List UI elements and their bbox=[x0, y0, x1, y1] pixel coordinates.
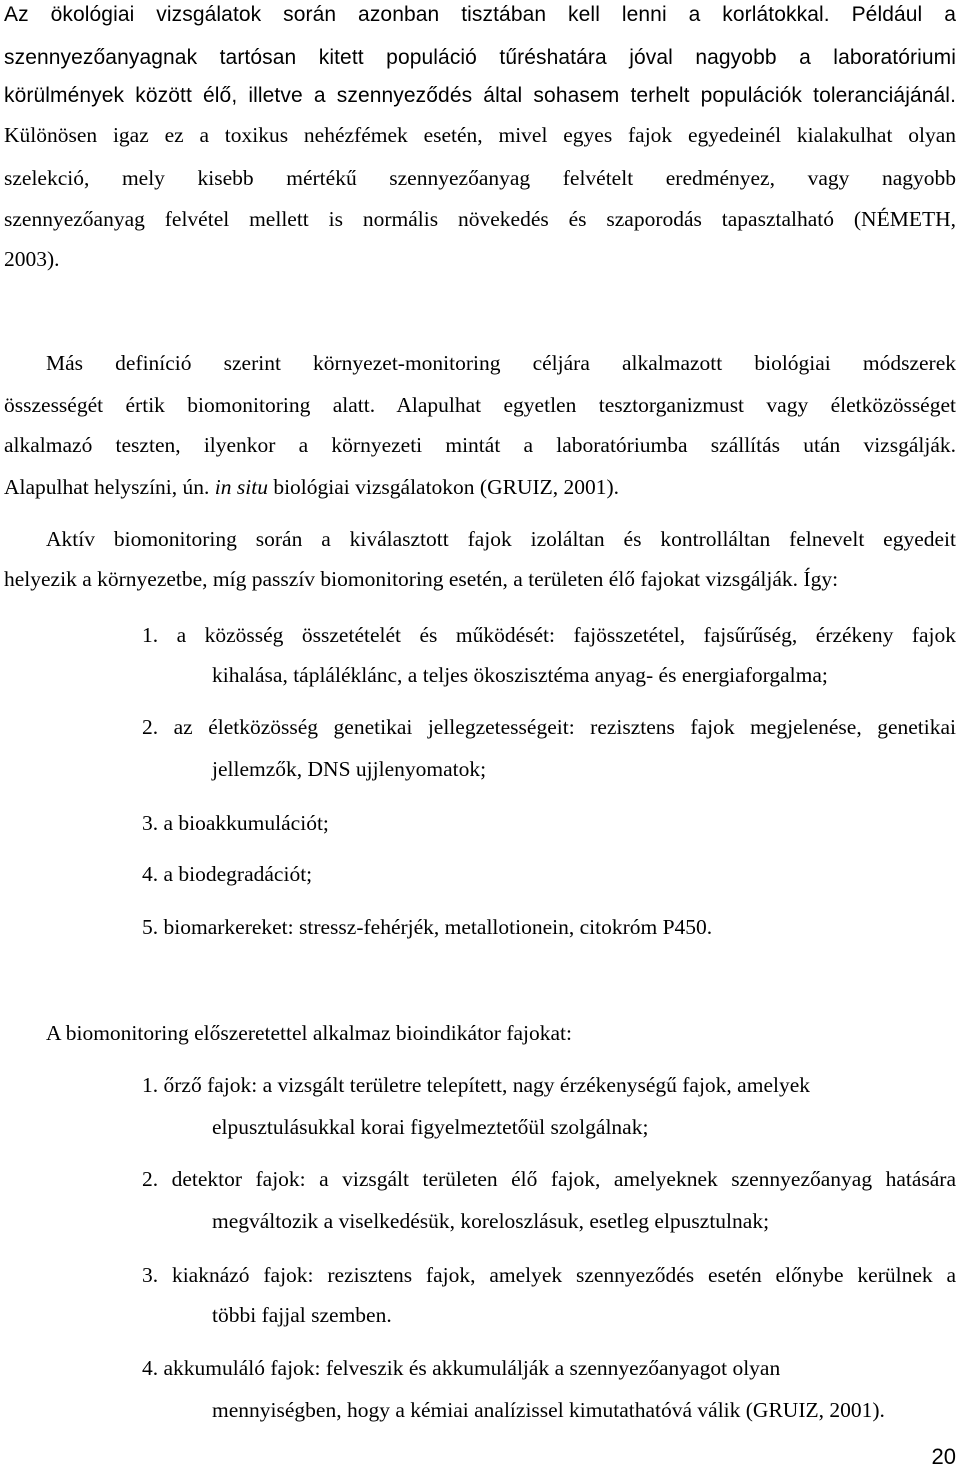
text-line: összességét értik biomonitoring alatt. Alapulhat egyetlen tesztorganizmust vagy életközösséget bbox=[4, 393, 956, 417]
list-item-continuation: kihalása, tápláléklánc, a teljes ökoszisztéma anyag- és energiaforgalma; bbox=[212, 663, 828, 687]
list-item: 2. az életközösség genetikai jellegzetességeit: rezisztens fajok megjelenése, genetikai bbox=[142, 715, 956, 739]
text-line: A biomonitoring előszeretettel alkalmaz bioindikátor fajokat: bbox=[46, 1021, 572, 1045]
page-number: 20 bbox=[931, 1444, 956, 1469]
text-line bbox=[4, 474, 956, 500]
list-item: 4. akkumuláló fajok: felveszik és akkumulálják a szennyezőanyagot olyan bbox=[142, 1356, 781, 1380]
text-line: helyezik a környezetbe, míg passzív biomonitoring esetén, a területen élő fajokat vizsgálják. Így: bbox=[4, 567, 839, 591]
list-item-continuation: mennyiségben, hogy a kémiai analízissel kimutathatóvá válik (GRUIZ, 2001). bbox=[212, 1398, 885, 1422]
list-item: 3. kiaknázó fajok: rezisztens fajok, amelyek szennyeződés esetén előnybe kerülnek a bbox=[142, 1263, 956, 1287]
list-item-continuation: elpusztulásukkal korai figyelmeztetőül szolgálnak; bbox=[212, 1115, 649, 1139]
text-line: Más definíció szerint környezet-monitoring céljára alkalmazott biológiai módszerek bbox=[46, 351, 956, 375]
list-item-continuation: jellemzők, DNS ujjlenyomatok; bbox=[212, 757, 487, 781]
text-line: alkalmazó teszten, ilyenkor a környezeti mintát a laboratóriumba szállítás után vizsgálják. bbox=[4, 433, 956, 457]
list-item: 1. őrző fajok: a vizsgált területre telepített, nagy érzékenységű fajok, amelyek bbox=[142, 1073, 811, 1097]
list-item: 3. a bioakkumulációt; bbox=[142, 811, 329, 835]
text-line: szennyezőanyagnak tartósan kitett populáció tűréshatára jóval nagyobb a laboratóriumi bbox=[4, 46, 956, 69]
italic-term: in situ bbox=[214, 475, 268, 499]
list-item: 2. detektor fajok: a vizsgált területen élő fajok, amelyeknek szennyezőanyag hatására bbox=[142, 1167, 956, 1191]
text-line: szennyezőanyag felvétel mellett is normális növekedés és szaporodás tapasztalható (NÉMETH, bbox=[4, 207, 956, 231]
text-span: Alapulhat helyszíni, ún. bbox=[4, 475, 215, 499]
list-item: 1. a közösség összetételét és működését: fajösszetétel, fajsűrűség, érzékeny fajok bbox=[142, 623, 956, 647]
text-line: Különösen igaz ez a toxikus nehézfémek esetén, mivel egyes fajok egyedeinél kialakulhat olyan bbox=[4, 123, 956, 147]
text-span: biológiai vizsgálatokon (GRUIZ, 2001). bbox=[267, 475, 620, 499]
text-line: Aktív biomonitoring során a kiválasztott fajok izoláltan és kontrolláltan felnevelt egyedeit bbox=[46, 527, 956, 551]
text-line: körülmények között élő, illetve a szennyeződés által sohasem terhelt populációk toleranciájánál. bbox=[4, 84, 956, 107]
text-line: szelekció, mely kisebb mértékű szennyezőanyag felvételt eredményez, vagy nagyobb bbox=[4, 166, 956, 190]
list-item: 4. a biodegradációt; bbox=[142, 862, 313, 886]
text-line: Az ökológiai vizsgálatok során azonban tisztában kell lenni a korlátokkal. Például a bbox=[4, 3, 956, 26]
text-line: 2003). bbox=[4, 247, 60, 271]
list-item: 5. biomarkereket: stressz-fehérjék, metallotionein, citokróm P450. bbox=[142, 915, 713, 939]
list-item-continuation: többi fajjal szemben. bbox=[212, 1303, 392, 1327]
list-item-continuation: megváltozik a viselkedésük, koreloszlásuk, esetleg elpusztulnak; bbox=[212, 1209, 770, 1233]
